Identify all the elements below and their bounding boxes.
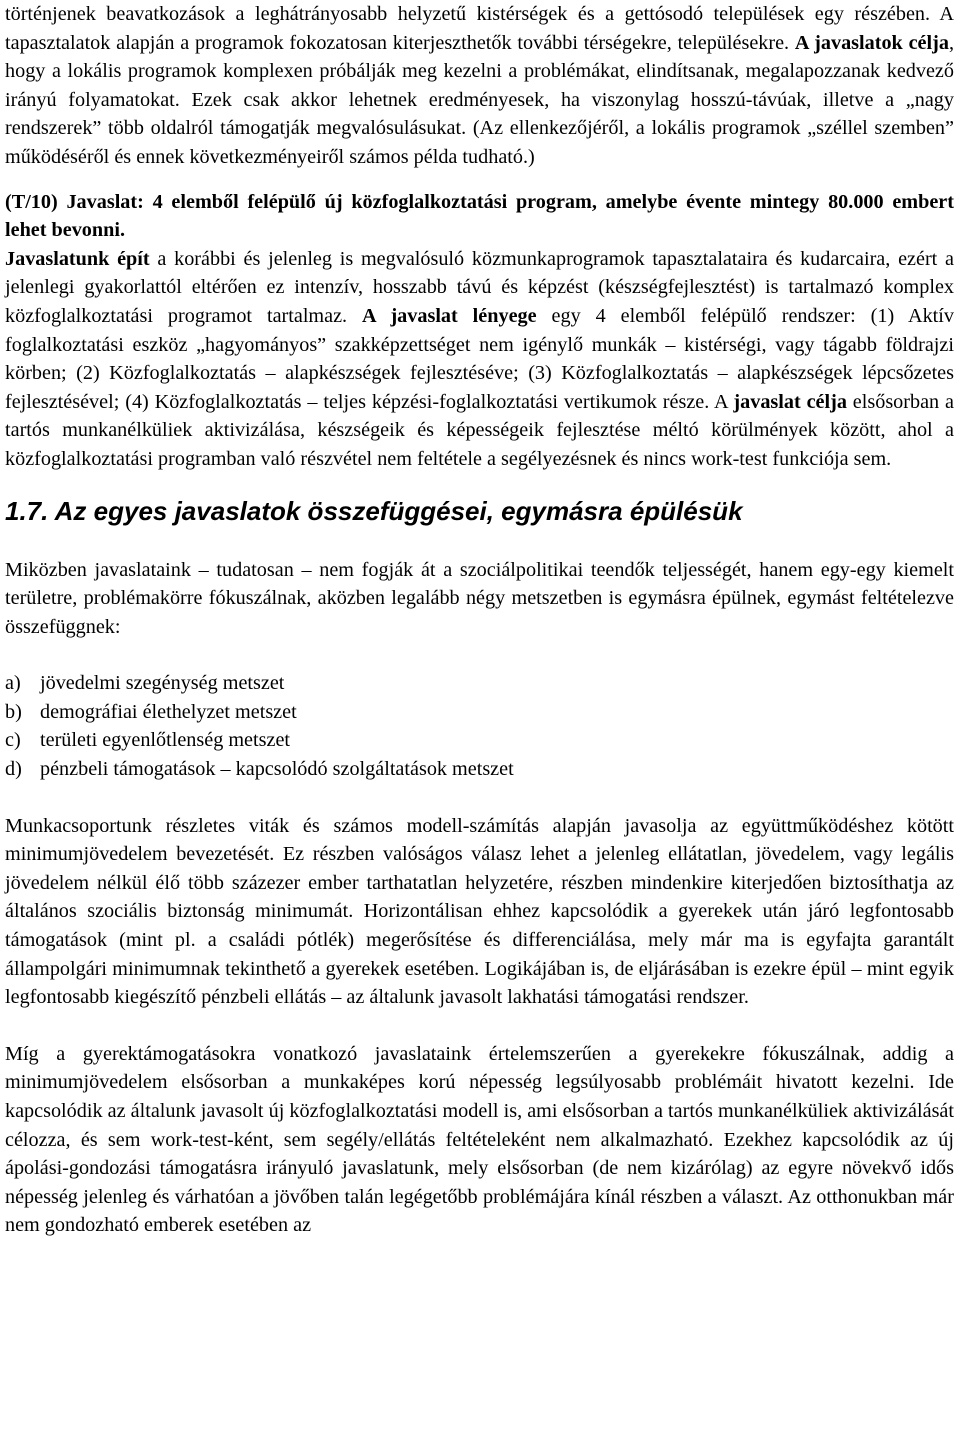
emphasis-proposal-builds: Javaslatunk épít: [5, 247, 150, 270]
list-marker: a): [5, 672, 21, 695]
paragraph-overview: Miközben javaslataink – tudatosan – nem fogják át a szociálpolitikai teendők teljességét, hanem egy-egy kiemelt területre, problémakörre fókuszálnak, aközben legalább négy metszetben is egymásra épülnek, egymást feltételezve összefüggnek:: [5, 558, 954, 638]
list-marker: c): [5, 729, 21, 752]
list-item: [5, 698, 954, 727]
paragraph-proposal-details: Javaslatunk épít a korábbi és jelenleg is megvalósuló közmunkaprogramok tapasztalataira és kudarcaira, ezért a jelenlegi gyakorlattól eltérően ez intenzív, hosszabb távú és képzést (készségfejlesztést) is tartalmazó komplex közfoglalkoztatási programot tartalmaz. A javaslat lényege egy 4 elemből felépülő rendszer: (1) Aktív foglalkoztatási eszköz „hagyományos” szakképzettséget nem igénylő munkák – kistérségi, vagy tágabb földrajzi körben; (2) Közfoglalkoztatás – alapkészségek fejlesztéséve; (3) Közfoglalkoztatás – alapkészségek lépcsőzetes fejlesztésével; (4) Közfoglalkoztatás – teljes képzési-foglalkoztatási vertikumok része. A javaslat célja elsősorban a tartós munkanélküliek aktivizálása, készségeik és képességeik fejlesztése méltó körülmények között, ahol a közfoglalkoztatási programban való részvétel nem feltétele a segélyezésnek és nincs work-test funkciója sem.: [5, 247, 954, 470]
paragraph-minimum-income: Munkacsoportunk részletes viták és számos modell-számítás alapján javasolja az együttműködéshez kötött minimumjövedelem bevezetését. Ez részben valóságos válasz lehet a jelenleg ellátatlan, jövedelem, vagy legális jövedelem nélkül élő több százezer ember tarthatatlan helyzetére, részben mindenkire kiterjedően biztosíthatja az általános szociális biztonság minimumát. Horizontálisan ehhez kapcsolódik a gyerekek után járó legfontosabb támogatások (mint pl. a családi pótlék) megerősítése és differenciálása, mely már ma is egyfajta garantált állampolgári minimumnak tekinthető a gyerekek esetében. Logikájában is, de eljárásában is ezekre épül – mint egyik legfontosabb kiegészítő pénzbeli ellátás – az általunk javasolt lakhatási támogatási rendszer.: [5, 814, 954, 1009]
section-number: 1.7.: [5, 495, 49, 526]
emphasis-proposal-essence: A javaslat lényege: [362, 304, 537, 327]
section-heading: [5, 490, 954, 528]
paragraph-child-support: Míg a gyerektámogatásokra vonatkozó javaslataink értelemszerűen a gyerekekre fókuszálnak, addig a minimumjövedelem elsősorban a munkaképes korú népesség legsúlyosabb problémáit hivatott kezelni. Ide kapcsolódik az általunk javasolt új közfoglalkoztatási modell is, ami elsősorban a tartós munkanélküliek aktivizálását célozza, és sem work-test-ként, sem segély/ellátás feltételeként nem alkalmazható. Ezekhez kapcsolódik az új ápolási-gondozási támogatásra irányuló javaslatunk, mely elsősorban (de nem kizárólag) az egyre növekvő idős népesség jelenleg és várhatóan a jövőben talán legégetőbb problémájára kínál részben a választ. Az otthonukban már nem gondozható emberek esetében az: [5, 1042, 954, 1237]
proposal-heading-t10: (T/10) Javaslat: 4 elemből felépülő új közfoglalkoztatási program, amelybe évente mintegy 80.000 embert lehet bevonni.: [5, 190, 954, 242]
list-item-text: demográfiai élethelyzet metszet: [40, 700, 297, 723]
emphasis-proposals-goal: A javaslatok célja: [794, 31, 949, 54]
emphasis-proposal-goal: javaslat célja: [733, 390, 847, 413]
dimension-list: [5, 669, 954, 783]
list-marker: d): [5, 758, 22, 781]
list-marker: b): [5, 700, 22, 723]
list-item-text: jövedelmi szegénység metszet: [40, 672, 285, 695]
list-item: [5, 669, 954, 698]
list-item: [5, 726, 954, 755]
list-item-text: területi egyenlőtlenség metszet: [40, 729, 291, 752]
section-title: Az egyes javaslatok összefüggései, egymásra épülésük: [54, 495, 743, 526]
list-item: [5, 755, 954, 784]
paragraph-intro: történjenek beavatkozások a leghátrányosabb helyzetű kistérségek és a gettósodó települések egy részében. A tapasztalatok alapján a programok fokozatosan kiterjeszthetők további térségekre, településekre. A javaslatok célja, hogy a lokális programok komplexen próbálják meg kezelni a problémákat, elindítsanak, megalapozzanak kedvező irányú folyamatokat. Ezek csak akkor lehetnek eredményesek, ha viszonylag hosszú-távúak, illetve a „nagy rendszerek” több oldalról támogatják megvalósulásukat. (Az ellenkezőjéről, a lokális programok „széllel szemben” működéséről és ennek következményeiről számos példa tudható.): [5, 3, 954, 168]
list-item-text: pénzbeli támogatások – kapcsolódó szolgáltatások metszet: [40, 758, 514, 781]
